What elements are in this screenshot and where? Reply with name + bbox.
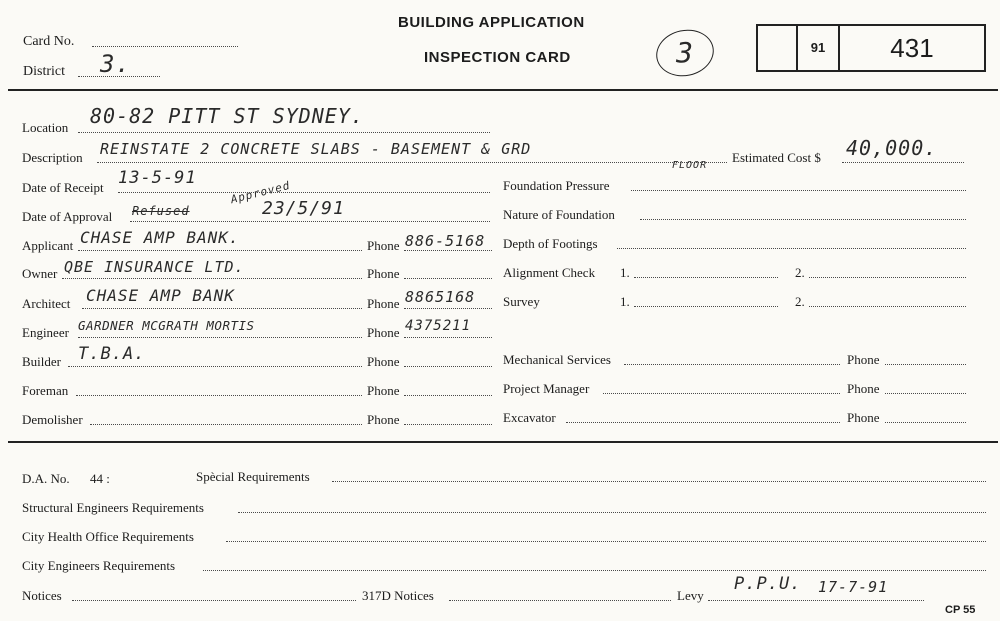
date-approval-field[interactable]	[130, 221, 490, 222]
applicant-phone-label: Phone	[367, 238, 400, 253]
card-box-empty-cell	[758, 26, 798, 70]
date-receipt-label: Date of Receipt	[22, 180, 104, 195]
depth-footings-label: Depth of Footings	[503, 236, 598, 251]
engineer-label: Engineer	[22, 325, 69, 340]
health-requirements-field[interactable]	[226, 541, 986, 542]
alignment-check-label: Alignment Check	[503, 265, 596, 280]
engineer-phone-field[interactable]	[404, 337, 492, 338]
applicant-value: CHASE AMP BANK.	[80, 228, 240, 247]
date-approval-struck: Refused	[132, 204, 190, 218]
date-approval-label: Date of Approval	[22, 209, 113, 224]
description-label: Description	[22, 150, 83, 165]
builder-label: Builder	[22, 354, 61, 369]
levy-date: 17-7-91	[818, 578, 889, 596]
excavator-phone-field[interactable]	[885, 422, 966, 423]
estimated-cost-field[interactable]	[842, 162, 964, 163]
card-box-year: 91	[798, 26, 840, 70]
architect-label: Architect	[22, 296, 71, 311]
foundation-pressure-label: Foundation Pressure	[503, 178, 610, 193]
builder-phone-field[interactable]	[404, 366, 492, 367]
card-box-number: 431	[890, 33, 934, 63]
date-receipt-field[interactable]	[118, 192, 490, 193]
alignment-check-one: 1.	[620, 265, 630, 280]
mechanical-phone-label: Phone	[847, 352, 880, 367]
demolisher-field[interactable]	[90, 424, 362, 425]
project-manager-phone-field[interactable]	[885, 393, 966, 394]
survey-one: 1.	[620, 294, 630, 309]
excavator-label: Excavator	[503, 410, 556, 425]
engineer-value: GARDNER MCGRATH MORTIS	[78, 318, 255, 333]
notices-317d-label: 317D Notices	[362, 588, 434, 603]
architect-phone-label: Phone	[367, 296, 400, 311]
city-engineers-requirements-field[interactable]	[203, 570, 986, 571]
special-requirements-field[interactable]	[332, 481, 986, 482]
architect-value: CHASE AMP BANK	[86, 286, 235, 305]
foreman-label: Foreman	[22, 383, 69, 398]
builder-value: T.B.A.	[78, 344, 146, 364]
estimated-cost-value: 40,000.	[846, 136, 938, 160]
engineer-field[interactable]	[78, 337, 362, 338]
nature-foundation-field[interactable]	[640, 219, 966, 220]
levy-field[interactable]	[708, 600, 924, 601]
project-manager-phone-label: Phone	[847, 381, 880, 396]
project-manager-label: Project Manager	[503, 381, 590, 396]
alignment-check-field-2[interactable]	[809, 277, 966, 278]
form-code: CP 55	[945, 604, 976, 616]
builder-phone-label: Phone	[367, 354, 400, 369]
description-field[interactable]	[97, 162, 727, 163]
applicant-phone-field[interactable]	[404, 250, 492, 251]
architect-phone-field[interactable]	[404, 308, 492, 309]
owner-value: QBE INSURANCE LTD.	[64, 258, 245, 276]
engineer-phone-value: 4375211	[405, 318, 472, 334]
nature-foundation-label: Nature of Foundation	[503, 207, 615, 222]
city-engineers-requirements-label: City Engineers Requirements	[22, 558, 176, 573]
excavator-field[interactable]	[566, 422, 840, 423]
date-receipt-value: 13-5-91	[118, 168, 197, 188]
survey-two: 2.	[795, 294, 805, 309]
levy-label: Levy	[677, 588, 704, 603]
card-no-label: Card No.	[23, 34, 75, 49]
excavator-phone-label: Phone	[847, 410, 880, 425]
alignment-check-two: 2.	[795, 265, 805, 280]
district-label: District	[23, 64, 65, 79]
da-no-label: D.A. No.	[22, 471, 70, 486]
description-value: REINSTATE 2 CONCRETE SLABS - BASEMENT & GRD	[100, 140, 532, 158]
date-approval-note: Approved	[229, 178, 292, 207]
notices-field[interactable]	[72, 600, 356, 601]
location-value: 80-82 PITT ST SYDNEY.	[90, 104, 364, 128]
project-manager-field[interactable]	[603, 393, 840, 394]
alignment-check-field-1[interactable]	[634, 277, 778, 278]
survey-field-1[interactable]	[634, 306, 778, 307]
notices-317d-field[interactable]	[449, 600, 671, 601]
health-requirements-label: City Health Office Requirements	[22, 529, 194, 544]
demolisher-phone-label: Phone	[367, 412, 400, 427]
owner-phone-field[interactable]	[404, 278, 492, 279]
engineer-phone-label: Phone	[367, 325, 400, 340]
mechanical-services-label: Mechanical Services	[503, 352, 611, 367]
survey-label: Survey	[503, 294, 540, 309]
location-label: Location	[22, 120, 69, 135]
structural-requirements-field[interactable]	[238, 512, 986, 513]
mechanical-phone-field[interactable]	[885, 364, 966, 365]
mechanical-services-field[interactable]	[624, 364, 840, 365]
notices-label: Notices	[22, 588, 62, 603]
foreman-phone-field[interactable]	[404, 395, 492, 396]
description-value-line2: FLOOR	[672, 160, 708, 171]
date-approval-value: 23/5/91	[262, 198, 345, 219]
card-no-field[interactable]	[92, 46, 238, 47]
builder-field[interactable]	[68, 366, 362, 367]
architect-phone-value: 8865168	[405, 288, 476, 306]
survey-field-2[interactable]	[809, 306, 966, 307]
applicant-phone-value: 886-5168	[405, 232, 486, 250]
da-no-value: 44 :	[90, 471, 110, 486]
foreman-field[interactable]	[76, 395, 362, 396]
form-title-line1: BUILDING APPLICATION	[398, 14, 585, 31]
applicant-field[interactable]	[78, 250, 362, 251]
district-value: 3.	[100, 50, 131, 78]
depth-footings-field[interactable]	[617, 248, 966, 249]
special-requirements-label: Spècial Requirements	[196, 469, 310, 484]
foundation-pressure-field[interactable]	[631, 190, 966, 191]
card-number-box	[756, 24, 986, 72]
owner-field[interactable]	[62, 278, 362, 279]
circled-number: 3	[652, 24, 718, 81]
form-title-line2: INSPECTION CARD	[424, 49, 571, 66]
section-divider	[8, 441, 998, 443]
location-field[interactable]	[78, 132, 490, 133]
owner-label: Owner	[22, 266, 58, 281]
demolisher-label: Demolisher	[22, 412, 83, 427]
levy-value: P.P.U.	[734, 574, 802, 594]
architect-field[interactable]	[82, 308, 362, 309]
demolisher-phone-field[interactable]	[404, 424, 492, 425]
applicant-label: Applicant	[22, 238, 74, 253]
owner-phone-label: Phone	[367, 266, 400, 281]
estimated-cost-label: Estimated Cost $	[732, 150, 821, 165]
header-divider	[8, 89, 998, 91]
structural-requirements-label: Structural Engineers Requirements	[22, 500, 204, 515]
foreman-phone-label: Phone	[367, 383, 400, 398]
